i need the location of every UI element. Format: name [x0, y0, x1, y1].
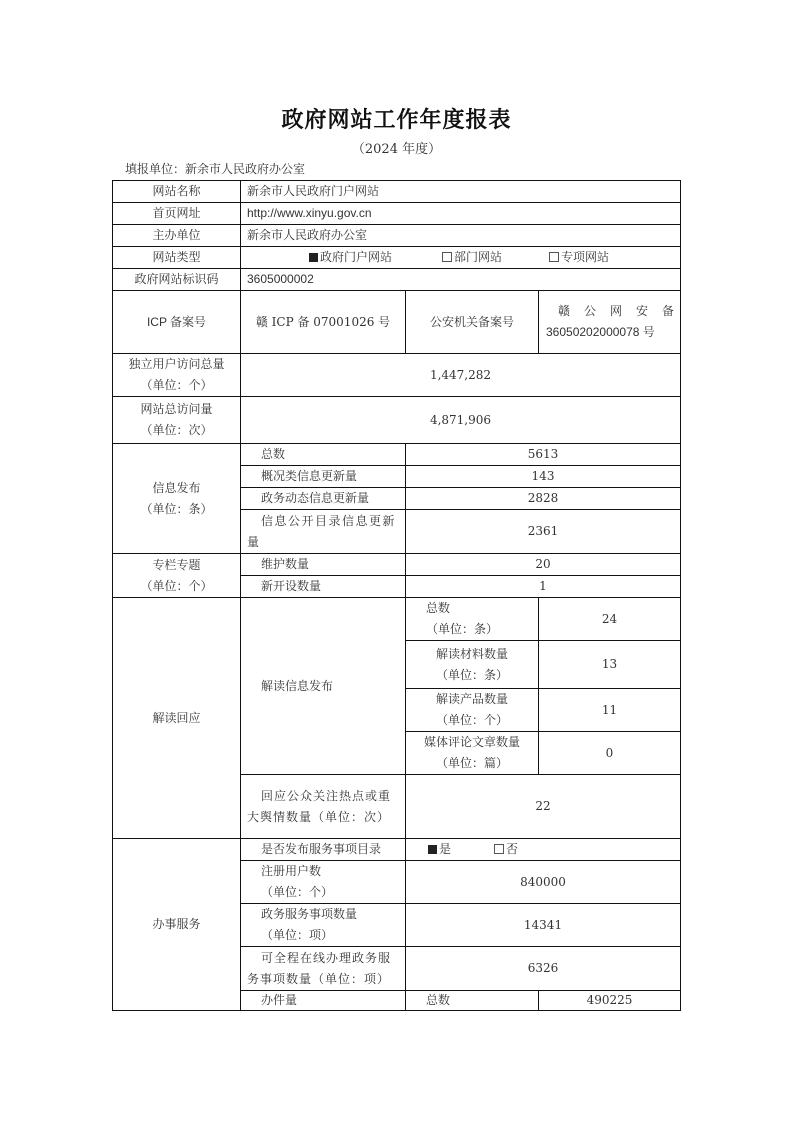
catalog-option-no[interactable] [494, 839, 518, 860]
homepage-label: 首页网址 [112, 202, 241, 225]
info-publish-label: 信息发布 [152, 480, 201, 495]
columns-group [112, 553, 241, 598]
interp-material-label [405, 640, 539, 689]
columns-maintained-label: 维护数量 [240, 553, 406, 576]
checked-box-icon [309, 253, 318, 262]
icp-label: ICP 备案号 [112, 290, 241, 354]
info-news-value: 2828 [405, 487, 681, 510]
interp-material-value: 13 [538, 640, 681, 689]
registered-users-value: 840000 [405, 860, 681, 904]
cases-total-value: 490225 [538, 990, 681, 1011]
service-items-label [240, 903, 406, 947]
interpretation-publish-label: 解读信息发布 [240, 597, 406, 775]
interp-product-label [405, 688, 539, 732]
type-option-label: 政府门户网站 [320, 250, 393, 264]
checked-box-icon [428, 845, 437, 854]
type-option-department[interactable] [442, 247, 502, 268]
police-value-line2: 36050202000078 号 [546, 325, 655, 339]
interp-product-unit: （单位：个） [435, 713, 508, 727]
cases-label: 办件量 [240, 990, 406, 1011]
interp-material-label-line1: 解读材料数量 [435, 646, 508, 661]
site-type-options [240, 246, 681, 269]
registered-users-unit: （单位：个） [261, 885, 334, 899]
interp-product-label-line1: 解读产品数量 [435, 692, 508, 706]
total-visits-value: 4,871,906 [240, 396, 681, 444]
service-items-value: 14341 [405, 903, 681, 947]
unique-visitors-value: 1,447,282 [240, 353, 681, 397]
interp-total-label [405, 597, 539, 641]
interp-media-label-line1: 媒体评论文章数量 [423, 735, 520, 749]
catalog-label: 是否发布服务事项目录 [240, 838, 406, 861]
homepage-value[interactable]: http://www.xinyu.gov.cn [240, 202, 681, 225]
columns-label: 专栏专题 [152, 557, 201, 572]
info-overview-label: 概况类信息更新量 [240, 465, 406, 488]
online-items-label: 可全程在线办理政务服务事项数量（单位：项） [240, 946, 406, 991]
type-option-label: 专项网站 [561, 250, 610, 264]
unique-visitors-label-line1: 独立用户访问总量 [128, 357, 225, 371]
info-directory-value: 2361 [405, 509, 681, 554]
filler-unit: 填报单位：新余市人民政府办公室 [125, 162, 306, 176]
site-name-label: 网站名称 [112, 180, 241, 203]
unique-visitors-label [112, 353, 241, 397]
site-name-value: 新余市人民政府门户网站 [240, 180, 681, 203]
interp-product-value: 11 [538, 688, 681, 732]
catalog-option-label: 否 [506, 842, 519, 856]
catalog-options [405, 838, 681, 861]
site-code-label: 政府网站标识码 [112, 268, 241, 291]
interp-media-value: 0 [538, 731, 681, 775]
site-code-value: 3605000002 [240, 268, 681, 291]
catalog-option-label: 是 [439, 842, 452, 856]
host-value: 新余市人民政府办公室 [240, 224, 681, 247]
online-items-value: 6326 [405, 946, 681, 991]
columns-new-value: 1 [405, 575, 681, 598]
police-value [538, 290, 681, 354]
columns-new-label: 新开设数量 [240, 575, 406, 598]
info-overview-value: 143 [405, 465, 681, 488]
interp-material-unit: （单位：条） [435, 667, 508, 682]
service-items-label-line1: 政务服务事项数量 [261, 907, 358, 921]
police-label: 公安机关备案号 [405, 290, 539, 354]
info-total-label: 总数 [240, 443, 406, 466]
interp-total-value: 24 [538, 597, 681, 641]
interp-media-label [405, 731, 539, 775]
site-type-label: 网站类型 [112, 246, 241, 269]
info-total-value: 5613 [405, 443, 681, 466]
registered-users-label [240, 860, 406, 904]
response-value: 22 [405, 774, 681, 839]
unchecked-box-icon [494, 844, 504, 854]
type-option-special[interactable] [549, 247, 609, 268]
total-visits-label [112, 396, 241, 444]
report-title: 政府网站工作年度报表 [281, 107, 512, 133]
total-visits-label-line1: 网站总访问量 [140, 402, 213, 416]
unchecked-box-icon [549, 252, 559, 262]
info-publish-unit: （单位：条） [140, 501, 213, 516]
host-label: 主办单位 [112, 224, 241, 247]
service-items-unit: （单位：项） [261, 928, 334, 942]
report-year: （2024 年度） [351, 142, 442, 157]
unchecked-box-icon [442, 252, 452, 262]
interp-total-label-line1: 总数 [426, 601, 451, 615]
unique-visitors-unit: （单位：个） [140, 378, 213, 392]
columns-maintained-value: 20 [405, 553, 681, 576]
services-group: 办事服务 [112, 838, 241, 1011]
registered-users-label-line1: 注册用户数 [261, 864, 322, 878]
info-news-label: 政务动态信息更新量 [240, 487, 406, 510]
type-option-label: 部门网站 [454, 250, 503, 264]
catalog-option-yes[interactable] [428, 839, 451, 860]
icp-value: 赣 ICP 备 07001026 号 [240, 290, 406, 354]
interpretation-group: 解读回应 [112, 597, 241, 839]
interp-media-unit: （单位：篇） [435, 756, 508, 770]
response-label: 回应公众关注热点或重大舆情数量（单位：次） [240, 774, 406, 839]
info-directory-label: 信息公开目录信息更新量 [240, 509, 406, 554]
info-publish-group [112, 443, 241, 554]
total-visits-unit: （单位：次） [140, 423, 213, 437]
type-option-portal[interactable] [309, 247, 392, 268]
cases-total-label: 总数 [405, 990, 539, 1011]
columns-unit: （单位：个） [140, 578, 213, 593]
police-value-line1: 赣 公 网 安 备 [558, 304, 674, 318]
interp-total-unit: （单位：条） [426, 622, 499, 636]
